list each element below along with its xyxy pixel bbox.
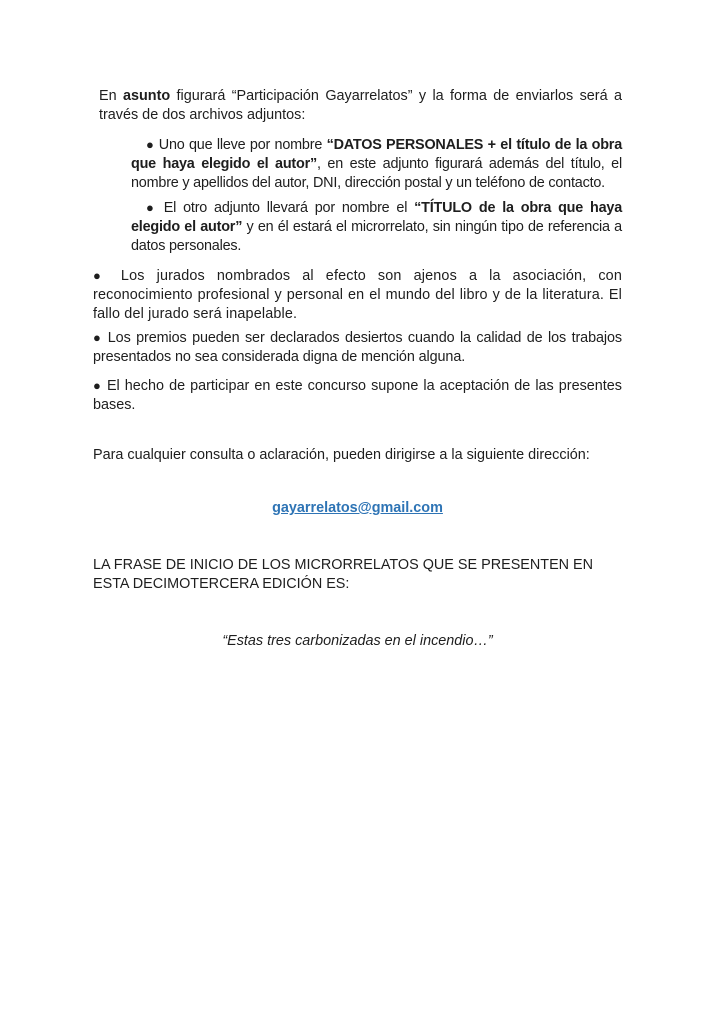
intro-text-pre: En <box>99 88 123 104</box>
contact-paragraph <box>93 446 622 465</box>
bullet-jurados <box>93 266 622 324</box>
premios-text: Los premios pueden ser declarados desiertos cuando la calidad de los trabajos presentados no sea considerada digna de mención alguna. <box>93 330 622 365</box>
bullet-icon: ● <box>93 268 109 283</box>
jurados-text: Los jurados nombrados al efecto son ajenos a la asociación, con reconocimiento profesional y personal en el mundo del libro y de la literatura. El fallo del jurado será inapelable. <box>93 268 622 322</box>
bullet-premios <box>93 328 622 367</box>
intro-paragraph <box>99 87 622 125</box>
bullet-icon: ● <box>93 378 102 393</box>
intro-text-post: figurará “Participación Gayarrelatos” y la forma de enviarlos será a través de dos archivos adjuntos: <box>99 88 622 123</box>
attachment-datos-pre: Uno que lleve por nombre <box>154 137 327 153</box>
attachment-datos-bold: “DATOS PERSONALES + el título de la obra que haya elegido el autor” <box>131 137 623 172</box>
bullet-aceptacion <box>93 376 622 415</box>
phrase-heading <box>93 556 622 594</box>
bullet-icon: ● <box>146 137 155 152</box>
attachment-datos-post: , en este adjunto figurará además del título, el nombre y apellidos del autor, DNI, dirección postal y un teléfono de contacto. <box>131 156 622 191</box>
aceptacion-text: El hecho de participar en este concurso supone la aceptación de las presentes bases. <box>93 378 622 413</box>
attachment-bullet-titulo <box>131 198 622 256</box>
attachment-titulo-post: y en él estará el microrrelato, sin ningún tipo de referencia a datos personales. <box>131 219 622 254</box>
intro-text-bold: asunto <box>123 88 171 104</box>
bullet-icon: ● <box>146 200 157 215</box>
attachment-titulo-bold: “TÍTULO de la obra que haya elegido el autor” <box>131 200 623 235</box>
opening-phrase-text: “Estas tres carbonizadas en el incendio…” <box>222 633 493 649</box>
email-link[interactable]: gayarrelatos@gmail.com <box>272 500 443 516</box>
phrase-heading-text: LA FRASE DE INICIO DE LOS MICRORRELATOS QUE SE PRESENTEN EN ESTA DECIMOTERCERA EDICIÓN ES: <box>93 557 594 592</box>
contact-text: Para cualquier consulta o aclaración, pueden dirigirse a la siguiente dirección: <box>93 447 590 463</box>
attachment-bullet-datos-personales <box>131 135 622 193</box>
opening-phrase <box>93 632 622 651</box>
attachment-titulo-pre: El otro adjunto llevará por nombre el <box>156 200 415 216</box>
email-line <box>93 499 622 518</box>
bullet-icon: ● <box>93 330 103 345</box>
